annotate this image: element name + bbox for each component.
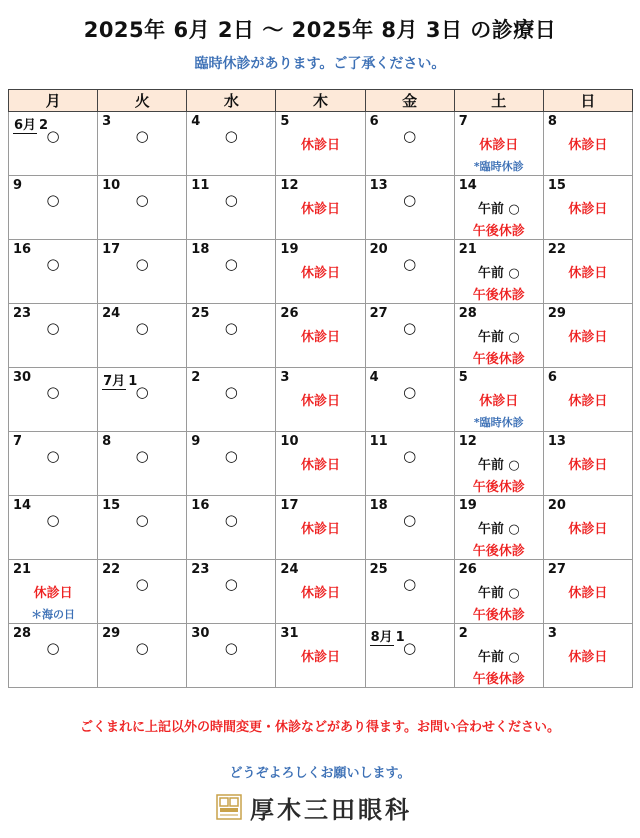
calendar-day-cell [276, 432, 365, 496]
day-number [191, 114, 200, 129]
open-mark: ○ [46, 127, 60, 145]
calendar-day-cell [98, 432, 187, 496]
day-number [13, 498, 31, 513]
day-number [548, 370, 557, 385]
calendar-day-cell [276, 368, 365, 432]
day-value: 29 [102, 626, 121, 641]
day-value: 16 [191, 498, 210, 513]
morning-open-label: 午前 ○ [477, 266, 520, 281]
closed-label: 休診日 [568, 202, 608, 217]
calendar-day-cell [454, 560, 543, 624]
calendar-day-cell [454, 432, 543, 496]
open-mark: ○ [224, 255, 238, 273]
day-value: 30 [191, 626, 210, 641]
open-mark: ○ [135, 319, 149, 337]
day-number [13, 306, 31, 321]
open-mark: ○ [46, 639, 60, 657]
day-value: 16 [13, 242, 32, 257]
day-number [459, 626, 468, 641]
closed-label: 休診日 [568, 586, 608, 601]
day-number [102, 306, 120, 321]
open-mark: ○ [135, 511, 149, 529]
closed-label: 休診日 [568, 458, 608, 473]
day-number [13, 434, 22, 449]
afternoon-closed-label: 午後休診 [472, 544, 525, 559]
day-number [191, 434, 200, 449]
day-note: *臨時休診 [473, 160, 524, 173]
day-value: 8 [102, 434, 112, 449]
title-tilde: ～ [262, 18, 284, 42]
calendar-day-cell [454, 176, 543, 240]
title-start-day: 2日 [217, 18, 255, 42]
day-number [191, 626, 209, 641]
calendar-day-cell [187, 560, 276, 624]
calendar-day-cell [187, 176, 276, 240]
calendar-day-cell [276, 560, 365, 624]
calendar-day-cell [276, 240, 365, 304]
day-value: 22 [102, 562, 121, 577]
open-mark: ○ [403, 191, 417, 209]
calendar-day-cell [9, 240, 98, 304]
calendar-week-row [9, 176, 633, 240]
calendar-day-cell [365, 112, 454, 176]
day-value: 27 [547, 562, 566, 577]
afternoon-closed-label: 午後休診 [472, 288, 525, 303]
morning-open-label: 午前 ○ [477, 458, 520, 473]
day-value: 3 [280, 370, 290, 385]
calendar-week-row [9, 304, 633, 368]
calendar-day-cell [98, 176, 187, 240]
day-value: 25 [369, 562, 388, 577]
day-value: 6 [369, 114, 379, 129]
day-note: ＊海の日 [31, 608, 76, 621]
calendar-week-row [9, 240, 633, 304]
day-number [370, 306, 388, 321]
calendar-day-cell [9, 496, 98, 560]
day-number [280, 626, 298, 641]
day-number [280, 306, 298, 321]
calendar-day-cell [454, 304, 543, 368]
day-number [102, 498, 120, 513]
day-value: 11 [369, 434, 388, 449]
closed-label: 休診日 [568, 522, 608, 537]
day-value: 12 [280, 178, 299, 193]
calendar-day-cell [276, 496, 365, 560]
open-mark: ○ [46, 511, 60, 529]
day-value: 13 [369, 178, 388, 193]
calendar-day-cell [365, 432, 454, 496]
morning-open-label: 午前 ○ [477, 522, 520, 537]
day-value: 6 [547, 370, 557, 385]
day-number [548, 498, 566, 513]
day-number [191, 306, 209, 321]
closed-label: 休診日 [479, 394, 519, 409]
day-value: 12 [458, 434, 477, 449]
calendar-day-cell [543, 240, 632, 304]
open-mark: ○ [403, 639, 417, 657]
calendar-day-cell [187, 304, 276, 368]
closed-label: 休診日 [300, 330, 340, 345]
title-end-year: 2025年 [291, 18, 374, 42]
day-value: 21 [13, 562, 32, 577]
day-value: 9 [13, 178, 23, 193]
day-number [280, 114, 289, 129]
open-mark: ○ [135, 127, 149, 145]
day-value: 3 [547, 626, 557, 641]
morning-open-label: 午前 ○ [477, 586, 520, 601]
day-number [13, 562, 31, 577]
title-suffix: の診療日 [470, 18, 557, 42]
calendar-day-cell [187, 112, 276, 176]
calendar-day-cell [454, 240, 543, 304]
day-value: 17 [280, 498, 299, 513]
day-value: 23 [13, 306, 32, 321]
title-end-month: 8月 [381, 18, 419, 42]
day-value: 7 [13, 434, 23, 449]
day-value: 5 [458, 370, 468, 385]
day-number [548, 178, 566, 193]
weekday-sun: 日 [543, 90, 632, 112]
schedule-calendar [8, 89, 633, 688]
day-value: 14 [13, 498, 32, 513]
calendar-week-row [9, 560, 633, 624]
calendar-day-cell [543, 112, 632, 176]
calendar-day-cell [543, 624, 632, 688]
closed-label: 休診日 [300, 394, 340, 409]
calendar-week-row [9, 432, 633, 496]
day-value: 28 [13, 626, 32, 641]
day-number [459, 178, 477, 193]
calendar-day-cell [454, 368, 543, 432]
calendar-day-cell [543, 304, 632, 368]
open-mark: ○ [224, 639, 238, 657]
title-end-day: 3日 [425, 18, 463, 42]
open-mark: ○ [224, 511, 238, 529]
day-number [370, 370, 379, 385]
day-value: 23 [191, 562, 210, 577]
open-mark: ○ [224, 319, 238, 337]
closed-label: 休診日 [300, 266, 340, 281]
day-value: 8 [547, 114, 557, 129]
footer-notice: ごくまれに上記以外の時間変更・休診などがあり得ます。お問い合わせください。 [80, 720, 560, 735]
calendar-body [9, 112, 633, 688]
day-number [102, 242, 120, 257]
day-number [459, 562, 477, 577]
day-value: 1 [128, 374, 138, 389]
title-start-year: 2025年 [83, 18, 166, 42]
day-value: 4 [191, 114, 201, 129]
calendar-day-cell [276, 624, 365, 688]
afternoon-closed-label: 午後休診 [472, 672, 525, 687]
closed-label: 休診日 [300, 458, 340, 473]
day-value: 13 [547, 434, 566, 449]
open-mark: ○ [224, 575, 238, 593]
day-value: 3 [102, 114, 112, 129]
calendar-day-cell [365, 304, 454, 368]
day-value: 9 [191, 434, 201, 449]
day-number [548, 434, 566, 449]
calendar-day-cell [187, 496, 276, 560]
open-mark: ○ [46, 191, 60, 209]
calendar-day-cell [454, 496, 543, 560]
calendar-day-cell [365, 624, 454, 688]
calendar-day-cell [98, 624, 187, 688]
open-mark: ○ [224, 127, 238, 145]
day-value: 26 [280, 306, 299, 321]
calendar-day-cell [98, 368, 187, 432]
calendar-day-cell [187, 624, 276, 688]
clinic-logo [216, 792, 412, 822]
day-value: 5 [280, 114, 290, 129]
calendar-day-cell [543, 496, 632, 560]
open-mark: ○ [403, 127, 417, 145]
day-number [191, 242, 209, 257]
day-value: 25 [191, 306, 210, 321]
day-value: 2 [39, 118, 49, 133]
calendar-day-cell [276, 176, 365, 240]
day-number [548, 114, 557, 129]
day-value: 29 [547, 306, 566, 321]
open-mark: ○ [403, 575, 417, 593]
open-mark: ○ [135, 191, 149, 209]
calendar-week-row [9, 112, 633, 176]
weekday-wed: 水 [187, 90, 276, 112]
day-number [370, 242, 388, 257]
day-value: 18 [369, 498, 388, 513]
day-value: 19 [280, 242, 299, 257]
day-note: *臨時休診 [473, 416, 524, 429]
day-value: 26 [458, 562, 477, 577]
day-value: 18 [191, 242, 210, 257]
day-number [102, 626, 120, 641]
closed-label: 休診日 [568, 394, 608, 409]
day-value: 24 [102, 306, 121, 321]
calendar-day-cell [276, 304, 365, 368]
closed-label: 休診日 [300, 522, 340, 537]
open-mark: ○ [403, 319, 417, 337]
calendar-day-cell [98, 240, 187, 304]
open-mark: ○ [224, 447, 238, 465]
day-value: 10 [102, 178, 121, 193]
weekday-header-row [9, 90, 633, 112]
day-number [280, 178, 298, 193]
closed-label: 休診日 [300, 202, 340, 217]
morning-open-label: 午前 ○ [477, 202, 520, 217]
day-number [548, 306, 566, 321]
month-label: 7月 [102, 370, 126, 390]
day-number [459, 242, 477, 257]
day-number [102, 178, 120, 193]
calendar-day-cell [187, 368, 276, 432]
afternoon-closed-label: 午後休診 [472, 480, 525, 495]
day-value: 28 [458, 306, 477, 321]
day-number [280, 562, 298, 577]
day-number [280, 370, 289, 385]
day-number [370, 434, 388, 449]
calendar-day-cell [365, 176, 454, 240]
weekday-mon: 月 [9, 90, 98, 112]
day-value: 27 [369, 306, 388, 321]
calendar-day-cell [365, 496, 454, 560]
day-value: 15 [547, 178, 566, 193]
closed-label: 休診日 [568, 266, 608, 281]
calendar-day-cell [9, 432, 98, 496]
day-number [548, 562, 566, 577]
day-number [102, 114, 111, 129]
day-number [548, 626, 557, 641]
open-mark: ○ [224, 191, 238, 209]
open-mark: ○ [135, 383, 149, 401]
open-mark: ○ [46, 255, 60, 273]
calendar-day-cell [543, 560, 632, 624]
calendar-day-cell [98, 560, 187, 624]
closed-label: 休診日 [300, 138, 340, 153]
calendar-day-cell [9, 112, 98, 176]
day-value: 20 [369, 242, 388, 257]
calendar-day-cell [9, 304, 98, 368]
day-number [370, 178, 388, 193]
day-value: 14 [458, 178, 477, 193]
calendar-week-row [9, 496, 633, 560]
day-number [370, 114, 379, 129]
weekday-fri: 金 [365, 90, 454, 112]
closed-label: 休診日 [479, 138, 519, 153]
calendar-day-cell [9, 560, 98, 624]
afternoon-closed-label: 午後休診 [472, 224, 525, 239]
morning-open-label: 午前 ○ [477, 650, 520, 665]
day-number [191, 562, 209, 577]
clinic-logo-icon [216, 794, 242, 820]
day-value: 30 [13, 370, 32, 385]
day-number [459, 434, 477, 449]
calendar-day-cell [454, 624, 543, 688]
closed-label: 休診日 [568, 330, 608, 345]
month-label: 8月 [370, 626, 394, 646]
calendar-day-cell [187, 432, 276, 496]
title-start-month: 6月 [173, 18, 211, 42]
day-value: 2 [191, 370, 201, 385]
open-mark: ○ [403, 447, 417, 465]
day-value: 1 [395, 630, 405, 645]
day-value: 31 [280, 626, 299, 641]
open-mark: ○ [135, 447, 149, 465]
day-value: 7 [458, 114, 468, 129]
day-number [370, 498, 388, 513]
calendar-day-cell [98, 304, 187, 368]
day-number [370, 562, 388, 577]
subtitle-notice: 臨時休診があります。ご了承ください。 [194, 56, 446, 72]
calendar-day-cell [98, 496, 187, 560]
day-number [548, 242, 566, 257]
closed-label: 休診日 [300, 650, 340, 665]
open-mark: ○ [403, 511, 417, 529]
calendar-day-cell [454, 112, 543, 176]
open-mark: ○ [135, 575, 149, 593]
open-mark: ○ [46, 383, 60, 401]
open-mark: ○ [135, 639, 149, 657]
calendar-day-cell [187, 240, 276, 304]
calendar-day-cell [365, 368, 454, 432]
footer-greeting: どうぞよろしくお願いします。 [229, 766, 411, 781]
day-number [13, 242, 31, 257]
calendar-day-cell [543, 368, 632, 432]
morning-open-label: 午前 ○ [477, 330, 520, 345]
page-title [0, 14, 640, 44]
day-value: 19 [458, 498, 477, 513]
day-number [191, 178, 209, 193]
calendar-week-row [9, 624, 633, 688]
open-mark: ○ [135, 255, 149, 273]
day-number [13, 370, 31, 385]
calendar-day-cell [543, 176, 632, 240]
calendar-day-cell [9, 368, 98, 432]
day-number [280, 498, 298, 513]
calendar-week-row [9, 368, 633, 432]
closed-label: 休診日 [33, 586, 73, 601]
open-mark: ○ [403, 383, 417, 401]
day-number [459, 306, 477, 321]
day-value: 22 [547, 242, 566, 257]
weekday-thu: 木 [276, 90, 365, 112]
weekday-sat: 土 [454, 90, 543, 112]
day-number [280, 434, 298, 449]
closed-label: 休診日 [568, 650, 608, 665]
day-number [13, 626, 31, 641]
open-mark: ○ [46, 447, 60, 465]
calendar-day-cell [365, 240, 454, 304]
month-label: 6月 [13, 114, 37, 134]
day-number [13, 178, 22, 193]
day-number [459, 498, 477, 513]
day-number [102, 562, 120, 577]
clinic-name: 厚木三田眼科 [250, 795, 412, 824]
day-number [280, 242, 298, 257]
calendar-day-cell [276, 112, 365, 176]
day-value: 4 [369, 370, 379, 385]
day-value: 2 [458, 626, 468, 641]
weekday-tue: 火 [98, 90, 187, 112]
calendar-day-cell [9, 176, 98, 240]
calendar-day-cell [365, 560, 454, 624]
calendar-day-cell [543, 432, 632, 496]
day-number [191, 370, 200, 385]
day-number [459, 370, 468, 385]
afternoon-closed-label: 午後休診 [472, 352, 525, 367]
calendar-day-cell [98, 112, 187, 176]
day-value: 17 [102, 242, 121, 257]
day-value: 21 [458, 242, 477, 257]
day-number [191, 498, 209, 513]
day-number [459, 114, 468, 129]
closed-label: 休診日 [300, 586, 340, 601]
day-number [102, 434, 111, 449]
open-mark: ○ [46, 319, 60, 337]
calendar-day-cell [9, 624, 98, 688]
day-value: 10 [280, 434, 299, 449]
closed-label: 休診日 [568, 138, 608, 153]
afternoon-closed-label: 午後休診 [472, 608, 525, 623]
day-value: 15 [102, 498, 121, 513]
open-mark: ○ [403, 255, 417, 273]
day-value: 11 [191, 178, 210, 193]
open-mark: ○ [224, 383, 238, 401]
day-value: 24 [280, 562, 299, 577]
day-value: 20 [547, 498, 566, 513]
